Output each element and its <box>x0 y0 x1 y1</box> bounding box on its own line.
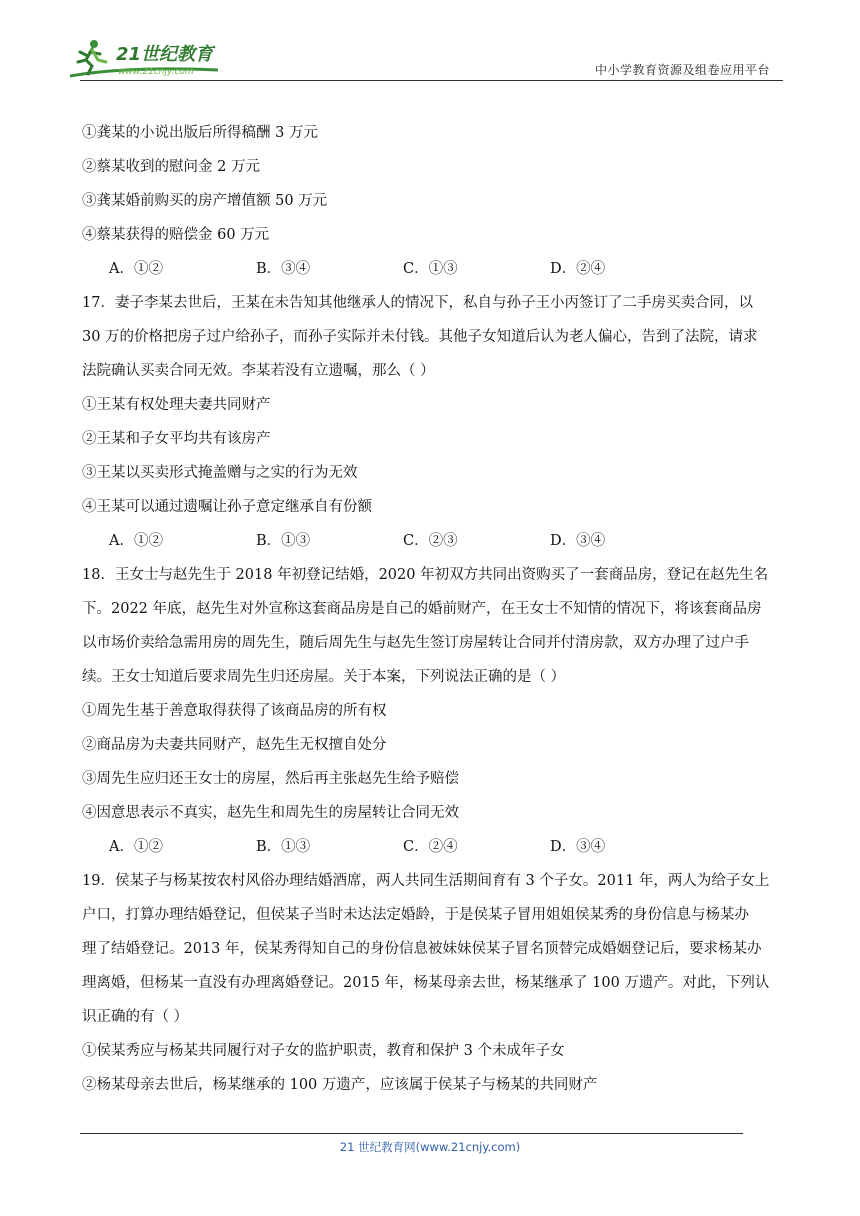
option-item: ②蔡某收到的慰问金 2 万元 <box>82 159 260 175</box>
choice-c[interactable]: C．②③ <box>403 533 458 549</box>
option-item: ①王某有权处理夫妻共同财产 <box>82 397 271 413</box>
question-stem-line: 18．王女士与赵先生于 2018 年初登记结婚，2020 年初双方共同出资购买了一套商品房，登记在赵先生名 <box>82 567 769 583</box>
question-stem-line: 下。2022 年底，赵先生对外宣称这套商品房是自己的婚前财产，在王女士不知情的情况下，将该套商品房 <box>82 601 762 617</box>
answer-choices <box>82 524 782 558</box>
choice-a[interactable]: A．①② <box>109 839 163 855</box>
runner-logo-icon <box>68 36 238 82</box>
option-item: ①周先生基于善意取得获得了该商品房的所有权 <box>82 703 387 719</box>
question-16 <box>82 116 782 286</box>
option-item: ③龚某婚前购买的房产增值额 50 万元 <box>82 193 328 209</box>
option-item: ④蔡某获得的赔偿金 60 万元 <box>82 227 270 243</box>
option-item: ③王某以买卖形式掩盖赠与之实的行为无效 <box>82 465 358 481</box>
choice-c[interactable]: C．①③ <box>403 261 458 277</box>
document-body <box>82 116 782 1102</box>
option-item: ②商品房为夫妻共同财产，赵先生无权擅自处分 <box>82 737 387 753</box>
question-stem-line: 续。王女士知道后要求周先生归还房屋。关于本案，下列说法正确的是（ ） <box>82 669 566 685</box>
question-stem-line: 17．妻子李某去世后，王某在未告知其他继承人的情况下，私自与孙子王小丙签订了二手房买卖合同，以 <box>82 295 753 311</box>
question-stem-line: 19．侯某子与杨某按农村风俗办理结婚酒席，两人共同生活期间育有 3 个子女。2011 年，两人为给子女上 <box>82 873 770 889</box>
question-18 <box>82 558 782 864</box>
choice-d[interactable]: D．②④ <box>550 261 606 277</box>
choice-b[interactable]: B．①③ <box>256 839 311 855</box>
option-item: ②王某和子女平均共有该房产 <box>82 431 271 447</box>
choice-c[interactable]: C．②④ <box>403 839 458 855</box>
question-19 <box>82 864 782 1102</box>
site-logo[interactable] <box>68 36 238 82</box>
option-item: ②杨某母亲去世后，杨某继承的 100 万遗产，应该属于侯某子与杨某的共同财产 <box>82 1077 598 1093</box>
answer-choices <box>82 830 782 864</box>
question-stem-line: 以市场价卖给急需用房的周先生，随后周先生与赵先生签订房屋转让合同并付清房款，双方办理了过户手 <box>82 635 749 651</box>
choice-d[interactable]: D．③④ <box>550 533 606 549</box>
option-item: ①龚某的小说出版后所得稿酬 3 万元 <box>82 125 318 141</box>
choice-a[interactable]: A．①② <box>109 261 163 277</box>
logo-text: 21世纪教育 <box>116 44 214 65</box>
choice-b[interactable]: B．③④ <box>256 261 311 277</box>
footer-site-link[interactable]: 21 世纪教育网(www.21cnjy.com) <box>339 1140 521 1154</box>
question-stem-line: 识正确的有（ ） <box>82 1009 189 1025</box>
option-item: ④王某可以通过遗嘱让孙子意定继承自有份额 <box>82 499 372 515</box>
question-stem-line: 30 万的价格把房子过户给孙子，而孙子实际并未付钱。其他子女知道后认为老人偏心，告到了法院，请求 <box>82 329 758 345</box>
page-header <box>0 0 860 82</box>
choice-a[interactable]: A．①② <box>109 533 163 549</box>
header-divider <box>80 80 783 81</box>
answer-choices <box>82 252 782 286</box>
logo-url: www.21cnjy.com <box>118 67 194 77</box>
question-stem-line: 理离婚，但杨某一直没有办理离婚登记。2015 年，杨某母亲去世，杨某继承了 100 万遗产。对此，下列认 <box>82 975 770 991</box>
choice-b[interactable]: B．①③ <box>256 533 311 549</box>
choice-d[interactable]: D．③④ <box>550 839 606 855</box>
footer-divider <box>80 1133 743 1134</box>
option-item: ③周先生应归还王女士的房屋，然后再主张赵先生给予赔偿 <box>82 771 459 787</box>
question-stem-line: 法院确认买卖合同无效。李某若没有立遗嘱，那么（ ） <box>82 363 435 379</box>
header-platform-text: 中小学教育资源及组卷应用平台 <box>594 63 770 77</box>
option-item: ①侯某秀应与杨某共同履行对子女的监护职责，教育和保护 3 个未成年子女 <box>82 1043 565 1059</box>
question-stem-line: 户口，打算办理结婚登记，但侯某子当时未达法定婚龄，于是侯某子冒用姐姐侯某秀的身份信息与杨某办 <box>82 907 749 923</box>
option-item: ④因意思表示不真实，赵先生和周先生的房屋转让合同无效 <box>82 805 459 821</box>
question-17 <box>82 286 782 558</box>
question-stem-line: 理了结婚登记。2013 年，侯某秀得知自己的身份信息被妹妹侯某子冒名顶替完成婚姻登记后，要求杨某办 <box>82 941 762 957</box>
